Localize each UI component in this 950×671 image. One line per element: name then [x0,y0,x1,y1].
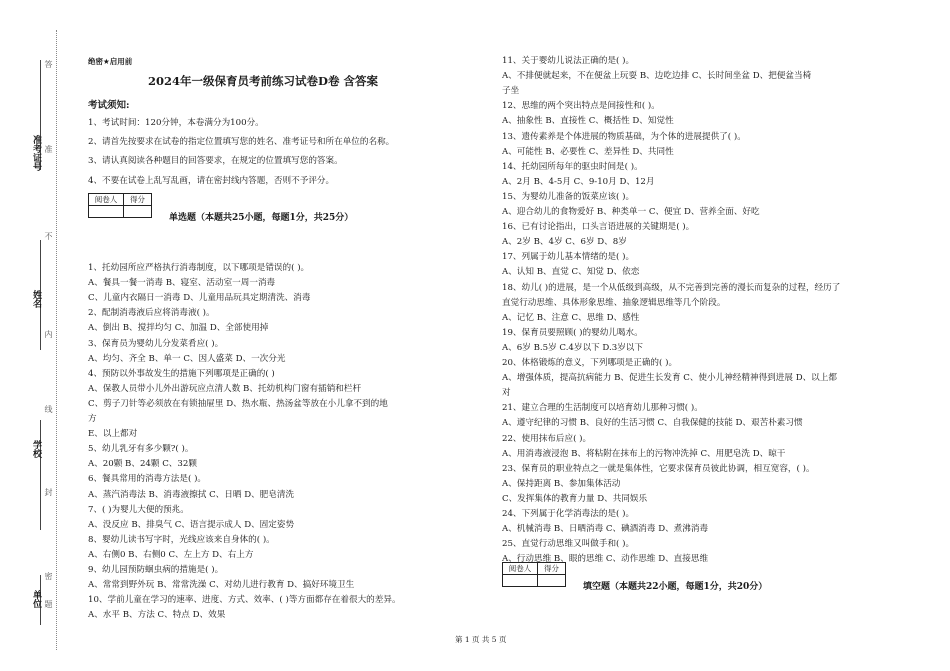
question-line: 7、( )为婴儿大便的预兆。 [88,504,189,515]
question-line: 1、托幼园所应严格执行消毒制度，以下哪项是错误的( )。 [88,263,310,273]
notice-item: 2、请首先按要求在试卷的指定位置填写您的姓名、准考证号和所在单位的名称。 [88,137,395,147]
question-line: 22、使用抹布后应( )。 [502,433,592,444]
question-line: 13、遗传素养是个体进展的物质基础，为个体的进展提供了( )。 [502,131,746,142]
single-choice-heading: 单选题（本题共25小题，每题1分，共25分） [169,213,354,223]
question-line: 3、保育员为婴幼儿分发菜肴应( )。 [88,338,224,349]
score-label: 得分 [124,194,152,206]
notice-item: 1、考试时间：120分钟，本卷满分为100分。 [88,118,264,128]
question-line: A、不排便就起来，不在便盆上玩耍 B、边吃边排 C、长时间坐盆 D、把便盆当椅 [502,71,812,82]
seal-mark: 密 [44,572,53,581]
question-line: 24、下列属于化学消毒法的是( )。 [502,509,635,519]
question-line: A、水平 B、方法 C、特点 D、效果 [88,610,226,621]
question-line: A、抽象性 B、直接性 C、概括性 D、知觉性 [502,116,674,127]
question-line: 21、建立合理的生活制度可以培育幼儿那种习惯( )。 [502,403,703,414]
fill-grader-table [502,562,566,587]
school-underline [40,420,41,530]
question-line: 5、幼儿乳牙有多少颗?( )。 [88,444,194,455]
grader-cell[interactable] [89,206,124,218]
seal-label-school: 学校 [31,440,41,458]
question-line: 15、为婴幼儿准备的饭菜应该( )。 [502,191,635,202]
question-line: A、遵守纪律的习惯 B、良好的生活习惯 C、自我保健的技能 D、艰苦朴素习惯 [502,418,803,429]
question-line: 11、关于婴幼儿说法正确的是( )。 [502,56,635,66]
question-line: 19、保育员要照顾( )的婴幼儿喝水。 [502,327,643,338]
seal-label-exam-id: 准考证号 [31,135,41,171]
notice-item: 4、不要在试卷上乱写乱画，请在密封线内答题，否则不予评分。 [88,176,335,186]
seal-mark: 不 [44,232,53,241]
question-line: A、2岁 B、4岁 C、6岁 D、8岁 [502,237,627,248]
question-line: A、没反应 B、排臭气 C、语言提示成人 D、固定姿势 [88,519,295,530]
question-line: A、右侧0 B、右侧0 C、左上方 D、右上方 [88,549,254,560]
question-line: 直觉行动思维、具体形象思维、抽象逻辑思维等几个阶段。 [502,297,726,308]
grader-label: 阅卷人 [89,194,124,206]
question-line: A、认知 B、直觉 C、知觉 D、依恋 [502,267,640,278]
seal-label-unit: 单位 [31,590,41,608]
score-cell[interactable] [538,575,566,587]
question-line: A、增强体质，提高抗病能力 B、促进生长发育 C、使小儿神经精神得到进展 D、以上都 [502,373,837,384]
question-line: 25、直觉行动思维又叫做手和( )。 [502,539,635,550]
question-line: 9、幼儿园预防蛔虫病的措施是( )。 [88,565,224,575]
question-line: 18、幼儿( )的进展，是一个从低级到高级，从不完善到完善的漫长而复杂的过程，经历了 [502,282,841,293]
question-line: 20、体格锻炼的意义，下列哪项是正确的( )。 [502,358,678,368]
question-line: C、剪子刀针等必须放在有锁抽屉里 D、热水瓶、热汤盆等放在小儿拿不到的地 [88,398,388,409]
question-line: A、行动思维 B、眼的思维 C、动作思维 D、直接思维 [502,554,709,565]
question-line: 4、预防以外事故发生的措施下列哪项是正确的( ) [88,368,275,379]
seal-mark: 封 [44,488,53,497]
question-line: 2、配制消毒液后应将消毒液( )。 [88,308,215,319]
question-line: A、机械消毒 B、日晒消毒 C、碘酒消毒 D、煮沸消毒 [502,524,709,535]
grader-label: 阅卷人 [503,563,538,575]
secret-mark: 绝密★启用前 [88,57,133,66]
score-label: 得分 [538,563,566,575]
question-line: 12、思维的两个突出特点是间接性和( )。 [502,101,660,112]
seal-label-name: 姓名 [31,290,41,308]
grader-cell[interactable] [503,575,538,587]
question-line: C、儿童内衣隔日一消毒 D、儿童用品玩具定期清洗、消毒 [88,293,311,304]
question-line: E、以上都对 [88,429,138,440]
question-line: A、2月 B、4-5月 C、9-10月 D、12月 [502,176,655,187]
question-line: A、20颗 B、24颗 C、32颗 [88,459,197,470]
question-line: A、记忆 B、注意 C、思维 D、感性 [502,312,640,323]
seal-mark: 线 [44,405,53,414]
question-line: 23、保育员的职业特点之一就是集体性，它要求保育员彼此协调，相互宽容，( )。 [502,463,815,474]
question-line: A、用消毒液浸泡 B、将粘附在抹布上的污物冲洗掉 C、用肥皂洗 D、晾干 [502,448,786,459]
grader-table [88,193,152,218]
question-line: 14、托幼园所每年的驱虫时间是( )。 [502,161,643,172]
seal-mark: 答 [44,60,53,69]
question-line: C、发挥集体的教育力量 D、共同娱乐 [502,493,648,504]
seal-mark: 内 [44,330,53,339]
question-line: A、均匀、齐全 B、单一 C、因人盛菜 D、一次分光 [88,353,286,364]
question-line: A、迎合幼儿的食物爱好 B、种类单一 C、便宜 D、营养全面、好吃 [502,207,760,217]
question-line: A、倒出 B、搅拌均匀 C、加温 D、全部使用掉 [88,323,269,334]
question-line: A、保教人员带小儿外出游玩应点清人数 B、托幼机构门窗有插销和栏杆 [88,383,362,394]
question-line: A、蒸汽消毒法 B、消毒液擦拭 C、日晒 D、肥皂清洗 [88,489,295,500]
notice-item: 3、请认真阅读各种题目的回答要求，在规定的位置填写您的答案。 [88,156,343,166]
question-line: 子坐 [502,86,520,97]
question-line: 10、学前儿童在学习的速率、进度、方式、效率、( )等方面都存在着很大的差异。 [88,595,401,606]
score-cell[interactable] [124,206,152,218]
question-line: A、可能性 B、必要性 C、差异性 D、共同性 [502,146,674,157]
question-line: A、6岁 B.5岁 C.4岁以下 D.3岁以下 [502,342,643,353]
question-line: 对 [502,388,511,399]
question-line: A、餐具一餐一消毒 B、寝室、活动室一周一消毒 [88,278,276,289]
page-title: 2024年一级保育员考前练习试卷D卷 含答案 [148,74,378,88]
seal-mark: 题 [44,600,53,609]
notice-heading: 考试须知: [88,100,130,111]
question-line: 17、列属于幼儿基本情绪的是( )。 [502,252,635,263]
seal-mark: 准 [44,145,53,154]
question-line: 6、餐具常用的消毒方法是( )。 [88,474,207,485]
page-footer: 第 1 页 共 5 页 [455,635,507,644]
question-line: 16、已有讨论指出，口头言语进展的关键期是( )。 [502,222,695,233]
question-line: A、常常到野外玩 B、常常洗澡 C、对幼儿进行教育 D、搞好环境卫生 [88,580,355,591]
question-line: A、保持距离 B、参加集体活动 [502,478,621,489]
question-line: 方 [88,414,97,424]
question-line: 8、婴幼儿读书写字时，光线应该来自身体的( )。 [88,534,275,545]
seal-dotted-line [56,30,57,650]
fill-in-heading: 填空题（本题共22小题，每题1分，共20分） [583,582,768,592]
